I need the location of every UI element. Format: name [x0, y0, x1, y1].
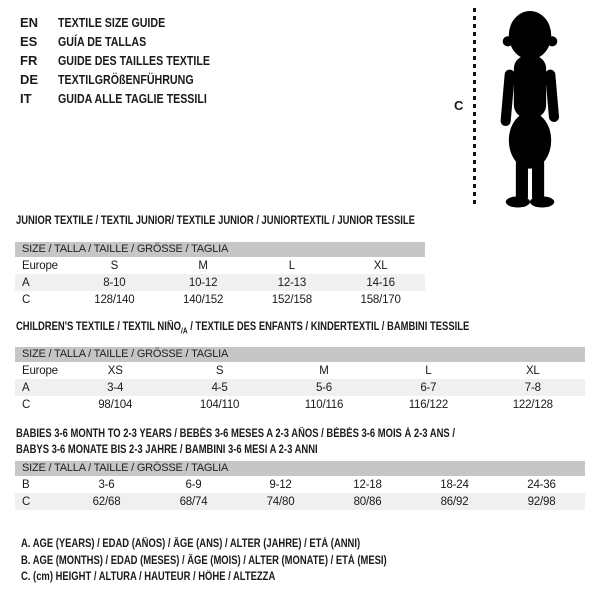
note-b-text: B. AGE (MONTHS) / EDAD (MESES) / ÂGE (MOIS) / ALTER (MONATE) / ETÀ (MESI): [21, 554, 387, 567]
language-row-es: [20, 32, 243, 51]
babies-section-title: [16, 426, 551, 458]
size-cell: 116/122: [408, 398, 449, 411]
height-label-c: C: [454, 98, 464, 113]
size-cell: 6-9: [185, 478, 202, 491]
language-code: ES: [20, 34, 38, 49]
language-code: DE: [20, 72, 39, 87]
size-cell: 80/86: [353, 495, 382, 508]
children-size-table: [15, 347, 585, 413]
title-part: CHILDREN'S TEXTILE / TEXTIL NIÑO: [16, 321, 182, 333]
size-cell: 8-10: [103, 276, 126, 289]
language-title: TEXTILGRÖßENFÜHRUNG: [58, 72, 194, 87]
junior-section-title-text: JUNIOR TEXTILE / TEXTIL JUNIOR/ TEXTILE JUNIOR / JUNIORTEXTIL / JUNIOR TESSILE: [16, 215, 415, 227]
row-label: A: [22, 381, 30, 394]
size-cell: 12-13: [277, 276, 307, 289]
row-label: Europe: [22, 364, 58, 377]
size-cell: 104/110: [199, 398, 240, 411]
language-code: IT: [20, 91, 32, 106]
size-cell: XL: [525, 364, 540, 377]
note-c: [21, 569, 467, 586]
size-cell: 12-18: [353, 478, 382, 491]
row-label: Europe: [22, 259, 58, 272]
language-code: FR: [20, 53, 38, 68]
size-cell: 62/68: [92, 495, 121, 508]
junior-section-title: [16, 213, 502, 229]
language-row-it: [20, 89, 243, 108]
language-title: GUIDE DES TAILLES TEXTILE: [58, 53, 211, 68]
row-label: A: [22, 276, 30, 289]
table-row-height: [15, 493, 585, 510]
size-cell: M: [198, 259, 208, 272]
row-label: C: [22, 495, 31, 508]
size-cell: 6-7: [420, 381, 437, 394]
language-code: EN: [20, 15, 39, 30]
size-cell: L: [425, 364, 432, 377]
baby-silhouette-icon: [488, 7, 572, 209]
note-c-text: C. (cm) HEIGHT / ALTURA / HAUTEUR / HÖHE / ALTEZZA: [21, 571, 276, 583]
children-section-title: [16, 319, 569, 339]
babies-title-line2: BABYS 3-6 MONATE BIS 2-3 JAHRE / BAMBINI 3-6 MESI A 2-3 ANNI: [16, 444, 318, 456]
size-cell: 122/128: [512, 398, 553, 411]
row-label: B: [22, 478, 30, 491]
table-row-height: [15, 396, 585, 413]
language-row-fr: [20, 51, 243, 70]
junior-size-table: [15, 242, 425, 308]
size-cell: L: [288, 259, 295, 272]
size-cell: S: [110, 259, 119, 272]
table-row-age: [15, 274, 425, 291]
babies-title-line1: BABIES 3-6 MONTH TO 2-3 YEARS / BEBÉS 3-6 MESES A 2-3 AÑOS / BÉBÉS 3-6 MOIS À 2-3 ANS /: [16, 428, 455, 440]
note-b: [21, 553, 467, 570]
note-a-text: A. AGE (YEARS) / EDAD (AÑOS) / ÂGE (ANS) / ALTER (JAHRE) / ETÀ (ANNI): [21, 538, 361, 550]
language-title: GUIDA ALLE TAGLIE TESSILI: [58, 91, 207, 106]
babies-size-table: [15, 461, 585, 510]
size-cell: 86/92: [440, 495, 469, 508]
language-title: TEXTILE SIZE GUIDE: [58, 15, 166, 30]
language-row-en: [20, 13, 243, 32]
size-cell: 3-6: [98, 478, 115, 491]
size-header-bar: SIZE / TALLA / TAILLE / GRÖSSE / TAGLIA: [15, 242, 425, 257]
size-header-bar: SIZE / TALLA / TAILLE / GRÖSSE / TAGLIA: [15, 461, 585, 476]
height-measure-line: [473, 8, 476, 208]
language-row-de: [20, 70, 243, 89]
size-cell: 140/152: [183, 293, 224, 306]
size-cell: 158/170: [360, 293, 401, 306]
size-cell: 68/74: [179, 495, 208, 508]
table-row-height: [15, 291, 425, 308]
size-cell: 24-36: [527, 478, 556, 491]
footnotes: [21, 536, 467, 586]
size-header-bar: SIZE / TALLA / TAILLE / GRÖSSE / TAGLIA: [15, 347, 585, 362]
language-title: GUÍA DE TALLAS: [58, 34, 147, 49]
size-cell: 4-5: [211, 381, 228, 394]
note-a: [21, 536, 467, 553]
size-cell: 7-8: [524, 381, 541, 394]
size-cell: XS: [107, 364, 123, 377]
size-cell: 5-6: [315, 381, 332, 394]
size-cell: 9-12: [269, 478, 292, 491]
size-cell: 74/80: [266, 495, 295, 508]
size-cell: 128/140: [94, 293, 135, 306]
table-row-europe: [15, 362, 585, 379]
size-cell: 92/98: [527, 495, 556, 508]
size-cell: 98/104: [98, 398, 133, 411]
language-header: [20, 13, 243, 108]
row-label: C: [22, 398, 31, 411]
size-cell: 18-24: [440, 478, 469, 491]
row-label: C: [22, 293, 31, 306]
table-row-age: [15, 379, 585, 396]
size-cell: 3-4: [107, 381, 124, 394]
size-cell: S: [215, 364, 224, 377]
title-part: / TEXTILE DES ENFANTS / KINDERTEXTIL / BAMBINI TESSILE: [187, 321, 470, 333]
table-row-europe: [15, 257, 425, 274]
size-cell: M: [319, 364, 329, 377]
table-row-age-months: [15, 476, 585, 493]
title-subscript: /A: [181, 326, 188, 336]
size-cell: XL: [373, 259, 388, 272]
size-cell: 14-16: [366, 276, 395, 289]
size-cell: 10-12: [188, 276, 218, 289]
size-cell: 152/158: [271, 293, 312, 306]
size-cell: 110/116: [304, 398, 344, 411]
children-section-title-text: [16, 319, 469, 339]
